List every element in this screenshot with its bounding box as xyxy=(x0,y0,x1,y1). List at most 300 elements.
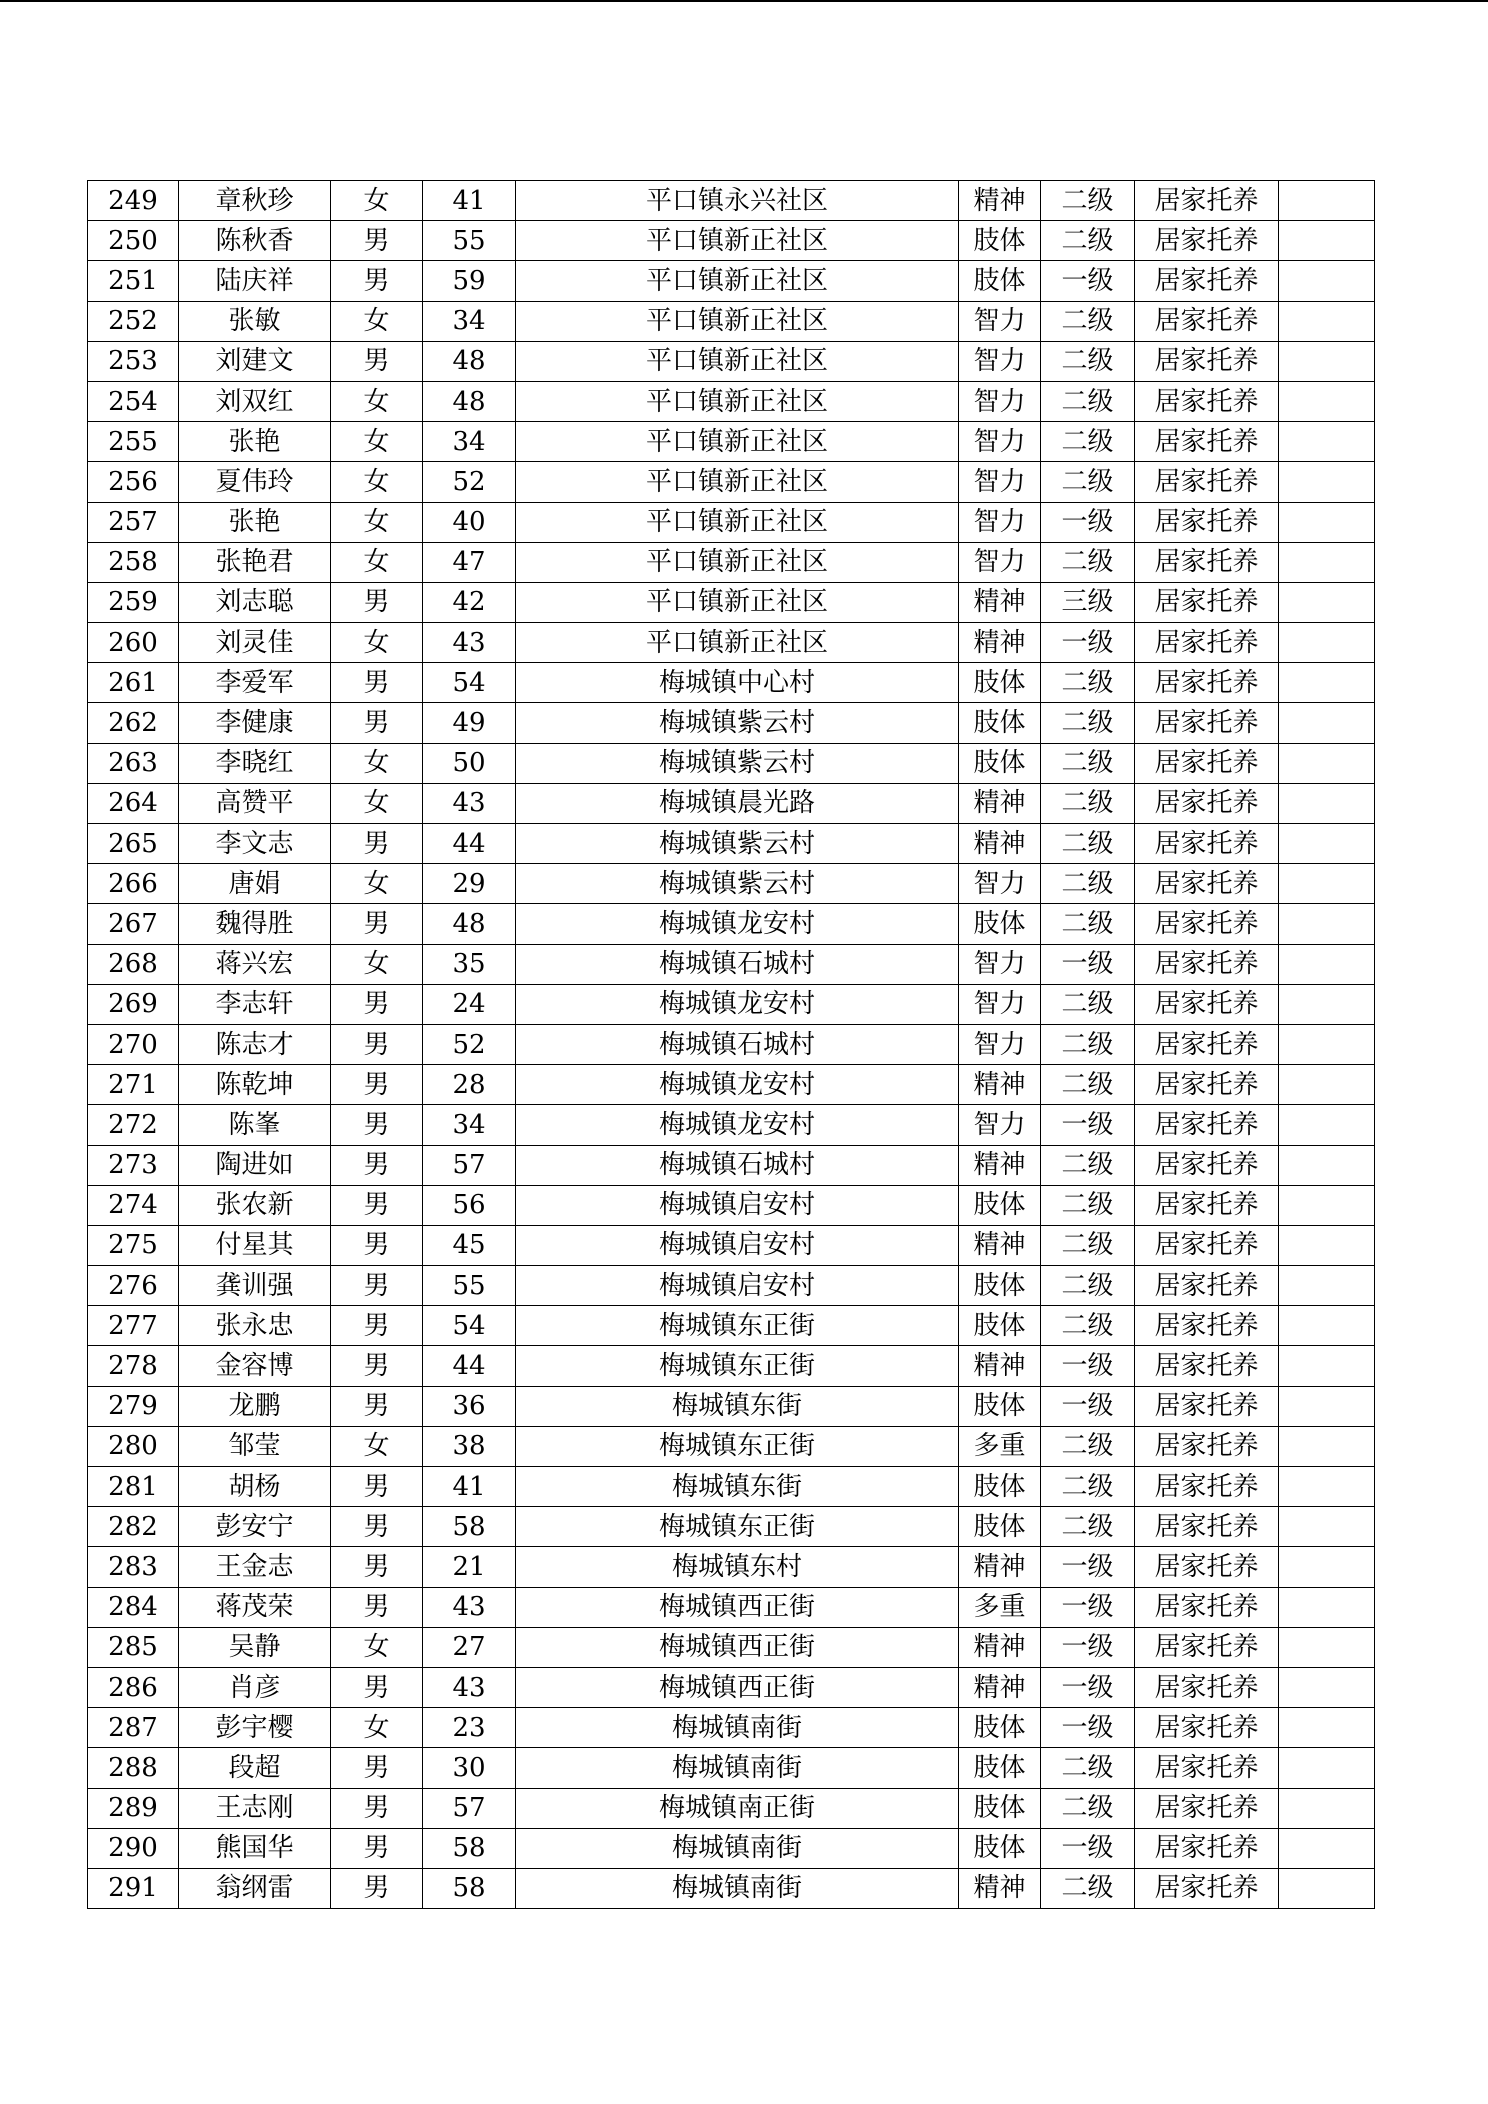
cell-note xyxy=(1279,1587,1375,1627)
cell-disability-level: 二级 xyxy=(1041,221,1135,261)
cell-note xyxy=(1279,502,1375,542)
cell-age: 38 xyxy=(423,1426,516,1466)
cell-number: 272 xyxy=(88,1105,179,1145)
cell-age: 29 xyxy=(423,864,516,904)
cell-sex: 男 xyxy=(331,1225,423,1265)
cell-sex: 女 xyxy=(331,462,423,502)
cell-name: 熊国华 xyxy=(179,1828,331,1868)
cell-note xyxy=(1279,1708,1375,1748)
cell-number: 274 xyxy=(88,1185,179,1225)
cell-care-mode: 居家托养 xyxy=(1135,984,1279,1024)
cell-note xyxy=(1279,1225,1375,1265)
cell-sex: 男 xyxy=(331,1507,423,1547)
cell-age: 40 xyxy=(423,502,516,542)
cell-number: 264 xyxy=(88,783,179,823)
cell-sex: 男 xyxy=(331,1467,423,1507)
cell-care-mode: 居家托养 xyxy=(1135,864,1279,904)
cell-disability-level: 二级 xyxy=(1041,1467,1135,1507)
table-row xyxy=(88,984,1375,1024)
cell-disability-level: 二级 xyxy=(1041,1266,1135,1306)
cell-name: 金容博 xyxy=(179,1346,331,1386)
cell-care-mode: 居家托养 xyxy=(1135,1266,1279,1306)
cell-number: 257 xyxy=(88,502,179,542)
table-row xyxy=(88,904,1375,944)
cell-number: 286 xyxy=(88,1667,179,1707)
cell-age: 21 xyxy=(423,1547,516,1587)
cell-disability-level: 二级 xyxy=(1041,422,1135,462)
table-row xyxy=(88,1386,1375,1426)
table-row xyxy=(88,1346,1375,1386)
cell-address: 平口镇新正社区 xyxy=(516,623,959,663)
cell-note xyxy=(1279,422,1375,462)
cell-sex: 男 xyxy=(331,824,423,864)
cell-number: 283 xyxy=(88,1547,179,1587)
table-row xyxy=(88,462,1375,502)
cell-number: 281 xyxy=(88,1467,179,1507)
cell-name: 张艳君 xyxy=(179,542,331,582)
cell-name: 李文志 xyxy=(179,824,331,864)
cell-number: 270 xyxy=(88,1024,179,1064)
cell-disability-level: 二级 xyxy=(1041,743,1135,783)
cell-name: 章秋珍 xyxy=(179,181,331,221)
cell-number: 258 xyxy=(88,542,179,582)
cell-disability-type: 多重 xyxy=(959,1426,1041,1466)
cell-address: 梅城镇东村 xyxy=(516,1547,959,1587)
cell-number: 278 xyxy=(88,1346,179,1386)
cell-note xyxy=(1279,1788,1375,1828)
cell-address: 平口镇新正社区 xyxy=(516,582,959,622)
table-row xyxy=(88,542,1375,582)
cell-note xyxy=(1279,542,1375,582)
cell-name: 李晓红 xyxy=(179,743,331,783)
cell-number: 263 xyxy=(88,743,179,783)
cell-number: 282 xyxy=(88,1507,179,1547)
cell-name: 陈志才 xyxy=(179,1024,331,1064)
table-row xyxy=(88,1667,1375,1707)
cell-disability-level: 二级 xyxy=(1041,1788,1135,1828)
cell-disability-type: 肢体 xyxy=(959,743,1041,783)
cell-care-mode: 居家托养 xyxy=(1135,824,1279,864)
cell-name: 李健康 xyxy=(179,703,331,743)
cell-age: 58 xyxy=(423,1828,516,1868)
cell-age: 34 xyxy=(423,1105,516,1145)
cell-address: 梅城镇石城村 xyxy=(516,944,959,984)
cell-disability-level: 二级 xyxy=(1041,783,1135,823)
cell-disability-level: 一级 xyxy=(1041,1667,1135,1707)
cell-age: 27 xyxy=(423,1627,516,1667)
table-row xyxy=(88,1547,1375,1587)
cell-disability-type: 肢体 xyxy=(959,1748,1041,1788)
cell-disability-level: 一级 xyxy=(1041,1828,1135,1868)
cell-address: 梅城镇中心村 xyxy=(516,663,959,703)
cell-note xyxy=(1279,1547,1375,1587)
cell-disability-level: 三级 xyxy=(1041,582,1135,622)
cell-care-mode: 居家托养 xyxy=(1135,1306,1279,1346)
cell-note xyxy=(1279,944,1375,984)
cell-care-mode: 居家托养 xyxy=(1135,1627,1279,1667)
cell-note xyxy=(1279,1868,1375,1908)
table-row xyxy=(88,1587,1375,1627)
cell-name: 付星其 xyxy=(179,1225,331,1265)
cell-address: 平口镇新正社区 xyxy=(516,221,959,261)
cell-name: 刘志聪 xyxy=(179,582,331,622)
cell-address: 梅城镇西正街 xyxy=(516,1627,959,1667)
cell-disability-level: 二级 xyxy=(1041,381,1135,421)
cell-age: 56 xyxy=(423,1185,516,1225)
cell-care-mode: 居家托养 xyxy=(1135,261,1279,301)
cell-disability-type: 精神 xyxy=(959,1346,1041,1386)
cell-disability-level: 一级 xyxy=(1041,1627,1135,1667)
cell-disability-level: 二级 xyxy=(1041,904,1135,944)
cell-care-mode: 居家托养 xyxy=(1135,422,1279,462)
cell-disability-type: 肢体 xyxy=(959,904,1041,944)
cell-disability-level: 二级 xyxy=(1041,1507,1135,1547)
cell-disability-type: 精神 xyxy=(959,1065,1041,1105)
cell-name: 彭安宁 xyxy=(179,1507,331,1547)
cell-sex: 男 xyxy=(331,1306,423,1346)
table-row xyxy=(88,1748,1375,1788)
cell-disability-level: 二级 xyxy=(1041,663,1135,703)
cell-name: 蒋兴宏 xyxy=(179,944,331,984)
cell-note xyxy=(1279,341,1375,381)
cell-sex: 男 xyxy=(331,904,423,944)
table-row xyxy=(88,1507,1375,1547)
cell-number: 276 xyxy=(88,1266,179,1306)
cell-disability-level: 一级 xyxy=(1041,1386,1135,1426)
cell-note xyxy=(1279,1386,1375,1426)
cell-name: 翁纲雷 xyxy=(179,1868,331,1908)
roster-table xyxy=(87,180,1375,1909)
cell-sex: 女 xyxy=(331,502,423,542)
cell-care-mode: 居家托养 xyxy=(1135,1708,1279,1748)
cell-sex: 男 xyxy=(331,1547,423,1587)
cell-sex: 女 xyxy=(331,1627,423,1667)
cell-note xyxy=(1279,984,1375,1024)
table-row xyxy=(88,301,1375,341)
cell-sex: 女 xyxy=(331,944,423,984)
cell-note xyxy=(1279,904,1375,944)
cell-note xyxy=(1279,381,1375,421)
cell-address: 梅城镇石城村 xyxy=(516,1145,959,1185)
cell-note xyxy=(1279,743,1375,783)
cell-care-mode: 居家托养 xyxy=(1135,1788,1279,1828)
cell-sex: 男 xyxy=(331,1587,423,1627)
cell-disability-type: 智力 xyxy=(959,462,1041,502)
cell-age: 57 xyxy=(423,1145,516,1185)
cell-disability-level: 一级 xyxy=(1041,502,1135,542)
cell-sex: 男 xyxy=(331,1145,423,1185)
cell-care-mode: 居家托养 xyxy=(1135,1587,1279,1627)
cell-care-mode: 居家托养 xyxy=(1135,341,1279,381)
table-row xyxy=(88,502,1375,542)
cell-disability-level: 二级 xyxy=(1041,1225,1135,1265)
cell-sex: 男 xyxy=(331,1346,423,1386)
cell-sex: 男 xyxy=(331,1828,423,1868)
cell-age: 48 xyxy=(423,341,516,381)
table-row xyxy=(88,1828,1375,1868)
cell-name: 刘双红 xyxy=(179,381,331,421)
cell-care-mode: 居家托养 xyxy=(1135,301,1279,341)
cell-care-mode: 居家托养 xyxy=(1135,743,1279,783)
cell-note xyxy=(1279,1024,1375,1064)
cell-number: 249 xyxy=(88,181,179,221)
cell-address: 梅城镇紫云村 xyxy=(516,824,959,864)
cell-address: 平口镇新正社区 xyxy=(516,502,959,542)
cell-disability-level: 二级 xyxy=(1041,1185,1135,1225)
cell-name: 张永忠 xyxy=(179,1306,331,1346)
table-row xyxy=(88,341,1375,381)
cell-sex: 男 xyxy=(331,1105,423,1145)
cell-sex: 男 xyxy=(331,1266,423,1306)
cell-number: 260 xyxy=(88,623,179,663)
cell-care-mode: 居家托养 xyxy=(1135,582,1279,622)
cell-disability-level: 二级 xyxy=(1041,1065,1135,1105)
cell-disability-level: 二级 xyxy=(1041,1426,1135,1466)
table-row xyxy=(88,864,1375,904)
cell-address: 梅城镇西正街 xyxy=(516,1587,959,1627)
table-row xyxy=(88,824,1375,864)
cell-name: 邹莹 xyxy=(179,1426,331,1466)
cell-disability-level: 一级 xyxy=(1041,944,1135,984)
cell-number: 255 xyxy=(88,422,179,462)
cell-note xyxy=(1279,1667,1375,1707)
cell-care-mode: 居家托养 xyxy=(1135,542,1279,582)
cell-age: 44 xyxy=(423,1346,516,1386)
cell-address: 平口镇新正社区 xyxy=(516,422,959,462)
cell-address: 平口镇新正社区 xyxy=(516,462,959,502)
cell-address: 梅城镇启安村 xyxy=(516,1185,959,1225)
table-row xyxy=(88,381,1375,421)
cell-age: 41 xyxy=(423,1467,516,1507)
cell-care-mode: 居家托养 xyxy=(1135,1828,1279,1868)
cell-age: 55 xyxy=(423,1266,516,1306)
cell-note xyxy=(1279,1185,1375,1225)
cell-care-mode: 居家托养 xyxy=(1135,1507,1279,1547)
cell-number: 287 xyxy=(88,1708,179,1748)
cell-sex: 女 xyxy=(331,181,423,221)
table-row xyxy=(88,261,1375,301)
table-row xyxy=(88,1225,1375,1265)
cell-disability-type: 精神 xyxy=(959,1627,1041,1667)
cell-sex: 男 xyxy=(331,582,423,622)
cell-number: 269 xyxy=(88,984,179,1024)
cell-note xyxy=(1279,1346,1375,1386)
cell-number: 259 xyxy=(88,582,179,622)
page-top-rule xyxy=(0,0,1488,2)
cell-sex: 男 xyxy=(331,663,423,703)
table-row xyxy=(88,1145,1375,1185)
cell-address: 梅城镇南街 xyxy=(516,1828,959,1868)
cell-note xyxy=(1279,703,1375,743)
cell-sex: 女 xyxy=(331,422,423,462)
cell-disability-type: 肢体 xyxy=(959,1788,1041,1828)
cell-number: 261 xyxy=(88,663,179,703)
cell-sex: 男 xyxy=(331,1868,423,1908)
cell-disability-level: 二级 xyxy=(1041,1306,1135,1346)
cell-note xyxy=(1279,181,1375,221)
table-row xyxy=(88,422,1375,462)
cell-care-mode: 居家托养 xyxy=(1135,1145,1279,1185)
cell-sex: 男 xyxy=(331,1024,423,1064)
cell-sex: 男 xyxy=(331,261,423,301)
cell-age: 43 xyxy=(423,1667,516,1707)
cell-age: 24 xyxy=(423,984,516,1024)
cell-age: 23 xyxy=(423,1708,516,1748)
cell-number: 254 xyxy=(88,381,179,421)
cell-note xyxy=(1279,1828,1375,1868)
cell-address: 梅城镇启安村 xyxy=(516,1266,959,1306)
table-row xyxy=(88,1266,1375,1306)
table-row xyxy=(88,1105,1375,1145)
cell-disability-level: 一级 xyxy=(1041,1587,1135,1627)
cell-number: 268 xyxy=(88,944,179,984)
cell-disability-type: 精神 xyxy=(959,623,1041,663)
cell-disability-level: 一级 xyxy=(1041,1708,1135,1748)
cell-disability-type: 精神 xyxy=(959,1225,1041,1265)
cell-sex: 男 xyxy=(331,1185,423,1225)
cell-disability-type: 精神 xyxy=(959,1547,1041,1587)
cell-disability-type: 智力 xyxy=(959,502,1041,542)
table-row xyxy=(88,1024,1375,1064)
cell-disability-type: 智力 xyxy=(959,542,1041,582)
cell-name: 蒋茂荣 xyxy=(179,1587,331,1627)
table-row xyxy=(88,1306,1375,1346)
cell-number: 290 xyxy=(88,1828,179,1868)
cell-address: 平口镇永兴社区 xyxy=(516,181,959,221)
cell-disability-level: 二级 xyxy=(1041,864,1135,904)
cell-name: 张农新 xyxy=(179,1185,331,1225)
cell-disability-type: 肢体 xyxy=(959,703,1041,743)
cell-disability-type: 智力 xyxy=(959,864,1041,904)
cell-care-mode: 居家托养 xyxy=(1135,462,1279,502)
cell-note xyxy=(1279,783,1375,823)
cell-note xyxy=(1279,1627,1375,1667)
cell-sex: 女 xyxy=(331,864,423,904)
cell-number: 285 xyxy=(88,1627,179,1667)
cell-disability-type: 智力 xyxy=(959,984,1041,1024)
cell-number: 250 xyxy=(88,221,179,261)
table-row xyxy=(88,703,1375,743)
cell-disability-level: 二级 xyxy=(1041,301,1135,341)
cell-name: 彭宇樱 xyxy=(179,1708,331,1748)
cell-disability-type: 多重 xyxy=(959,1587,1041,1627)
cell-address: 梅城镇南街 xyxy=(516,1748,959,1788)
cell-age: 42 xyxy=(423,582,516,622)
cell-address: 梅城镇晨光路 xyxy=(516,783,959,823)
cell-name: 刘灵佳 xyxy=(179,623,331,663)
cell-care-mode: 居家托养 xyxy=(1135,1105,1279,1145)
cell-name: 魏得胜 xyxy=(179,904,331,944)
table-row xyxy=(88,663,1375,703)
cell-name: 陈乾坤 xyxy=(179,1065,331,1105)
cell-number: 291 xyxy=(88,1868,179,1908)
table-row xyxy=(88,582,1375,622)
cell-care-mode: 居家托养 xyxy=(1135,1547,1279,1587)
cell-disability-level: 二级 xyxy=(1041,824,1135,864)
cell-disability-type: 肢体 xyxy=(959,1185,1041,1225)
table-row xyxy=(88,1185,1375,1225)
cell-age: 34 xyxy=(423,422,516,462)
cell-care-mode: 居家托养 xyxy=(1135,783,1279,823)
cell-number: 275 xyxy=(88,1225,179,1265)
cell-note xyxy=(1279,301,1375,341)
cell-disability-type: 精神 xyxy=(959,1868,1041,1908)
cell-care-mode: 居家托养 xyxy=(1135,181,1279,221)
cell-age: 28 xyxy=(423,1065,516,1105)
cell-number: 284 xyxy=(88,1587,179,1627)
cell-care-mode: 居家托养 xyxy=(1135,1868,1279,1908)
cell-note xyxy=(1279,1105,1375,1145)
cell-age: 55 xyxy=(423,221,516,261)
cell-sex: 女 xyxy=(331,542,423,582)
cell-sex: 女 xyxy=(331,743,423,783)
cell-number: 288 xyxy=(88,1748,179,1788)
cell-number: 277 xyxy=(88,1306,179,1346)
cell-disability-type: 精神 xyxy=(959,1667,1041,1707)
cell-name: 肖彦 xyxy=(179,1667,331,1707)
cell-disability-level: 二级 xyxy=(1041,1024,1135,1064)
cell-disability-level: 一级 xyxy=(1041,1105,1135,1145)
cell-sex: 女 xyxy=(331,381,423,421)
cell-note xyxy=(1279,1065,1375,1105)
cell-name: 李爱军 xyxy=(179,663,331,703)
table-row xyxy=(88,743,1375,783)
cell-age: 43 xyxy=(423,1587,516,1627)
cell-note xyxy=(1279,864,1375,904)
cell-disability-level: 一级 xyxy=(1041,261,1135,301)
cell-note xyxy=(1279,582,1375,622)
cell-care-mode: 居家托养 xyxy=(1135,1467,1279,1507)
cell-disability-level: 二级 xyxy=(1041,181,1135,221)
cell-age: 43 xyxy=(423,783,516,823)
cell-address: 梅城镇启安村 xyxy=(516,1225,959,1265)
cell-address: 梅城镇东正街 xyxy=(516,1306,959,1346)
cell-note xyxy=(1279,1266,1375,1306)
cell-address: 梅城镇紫云村 xyxy=(516,703,959,743)
cell-age: 57 xyxy=(423,1788,516,1828)
cell-care-mode: 居家托养 xyxy=(1135,904,1279,944)
cell-age: 48 xyxy=(423,904,516,944)
cell-disability-type: 智力 xyxy=(959,944,1041,984)
cell-address: 平口镇新正社区 xyxy=(516,301,959,341)
cell-number: 273 xyxy=(88,1145,179,1185)
cell-care-mode: 居家托养 xyxy=(1135,703,1279,743)
cell-sex: 男 xyxy=(331,1748,423,1788)
cell-name: 陆庆祥 xyxy=(179,261,331,301)
cell-care-mode: 居家托养 xyxy=(1135,1185,1279,1225)
cell-number: 267 xyxy=(88,904,179,944)
cell-care-mode: 居家托养 xyxy=(1135,944,1279,984)
cell-age: 52 xyxy=(423,462,516,502)
cell-number: 279 xyxy=(88,1386,179,1426)
cell-address: 平口镇新正社区 xyxy=(516,261,959,301)
cell-number: 252 xyxy=(88,301,179,341)
cell-disability-level: 二级 xyxy=(1041,703,1135,743)
cell-disability-type: 肢体 xyxy=(959,1386,1041,1426)
cell-name: 高赞平 xyxy=(179,783,331,823)
cell-disability-level: 二级 xyxy=(1041,462,1135,502)
cell-care-mode: 居家托养 xyxy=(1135,1386,1279,1426)
cell-address: 梅城镇龙安村 xyxy=(516,984,959,1024)
cell-sex: 男 xyxy=(331,1065,423,1105)
cell-address: 梅城镇西正街 xyxy=(516,1667,959,1707)
cell-address: 梅城镇东正街 xyxy=(516,1507,959,1547)
cell-sex: 女 xyxy=(331,301,423,341)
cell-address: 梅城镇东正街 xyxy=(516,1346,959,1386)
cell-disability-type: 肢体 xyxy=(959,663,1041,703)
cell-age: 52 xyxy=(423,1024,516,1064)
cell-note xyxy=(1279,1426,1375,1466)
